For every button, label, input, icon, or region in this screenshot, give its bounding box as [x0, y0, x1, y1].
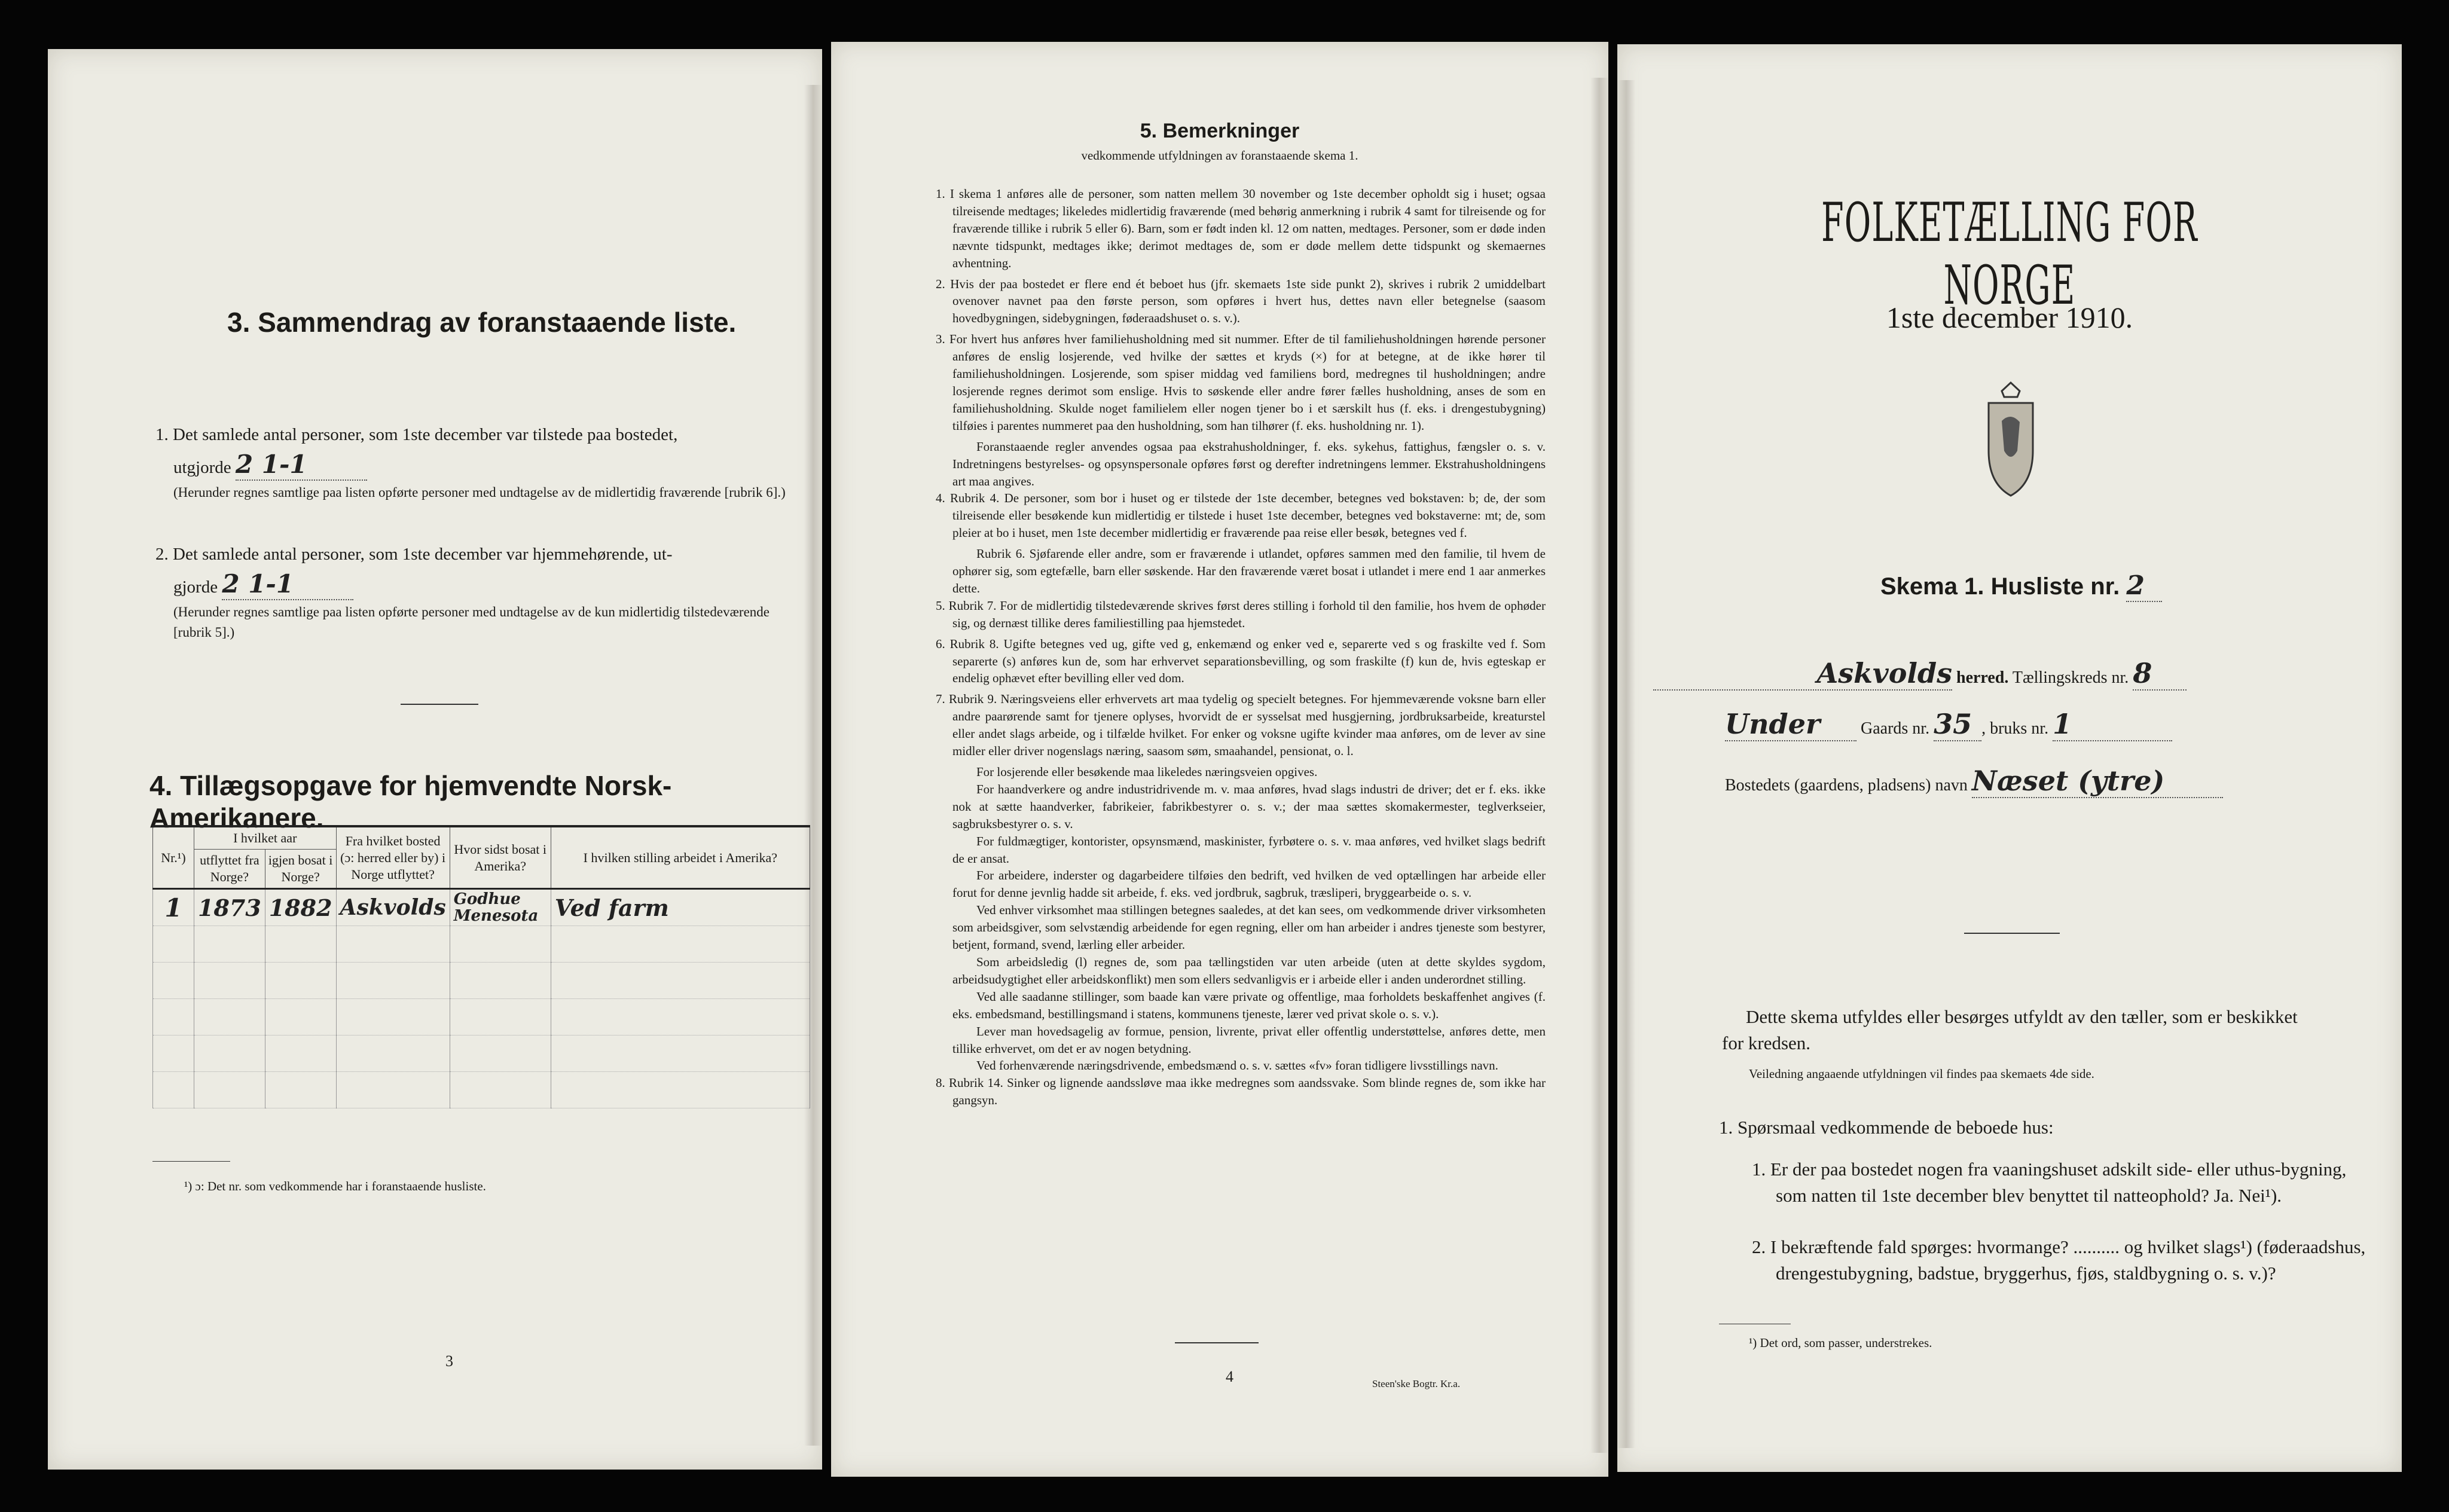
table-row [153, 999, 810, 1036]
table-row [153, 889, 810, 926]
bruks-label: , bruks nr. [1981, 719, 2049, 738]
divider [401, 704, 478, 705]
page-number: 4 [1226, 1368, 1233, 1385]
gaard-value: Under [1725, 708, 1856, 741]
summary-item-2 [155, 539, 807, 643]
intro-text: Dette skema utfyldes eller besørges utfyldt av den tæller, som er beskikket for kredsen. [1722, 1006, 2298, 1053]
fold-shadow [1617, 80, 1635, 1448]
summary-item-1 [155, 420, 807, 503]
table-row [153, 1036, 810, 1072]
herred-line [1653, 657, 2187, 691]
table-row [153, 1072, 810, 1108]
cell-stilling: Ved farm [551, 889, 810, 926]
remarks-subtitle: vedkommende utfyldningen av foranstaaende skema 1. [1081, 148, 1358, 163]
remarks-body [936, 185, 1546, 1113]
bruks-value: 1 [2053, 708, 2172, 741]
remark-paragraph: For haandverkere og andre industridrivende m. v. maa anføres, hvad slags industri de driver; det er f. eks. ikke nok at sætte haandverker, fabrikeier, fabrikbestyrer o. s. v.; der maa sættes skomakermester, teglverkseier, sagbruksbestyrer o. s. v. [952, 781, 1546, 831]
printer-mark: Steen'ske Bogtr. Kr.a. [1372, 1378, 1461, 1389]
remark-paragraph: 7. Rubrik 9. Næringsveiens eller erhvervets art maa tydelig og specielt betegnes. For hjemmeværende voksne barn eller andre paarørende samt for tjenere oplyses, hvorvidt de er sysselsat med husgjerning, jordbruksarbeide, kreaturstel eller andet slags arbeide, og i tilfælde hvilket. For enker og voksne ugifte kvinder maa anføres, om de lever av sine midler eller driver nogenslags næring, saasom søm, smaahandel, pensionat, o. l. [936, 692, 1546, 759]
footnote-rule [152, 1161, 230, 1162]
divider [1964, 933, 2060, 934]
gaards-label: Gaards nr. [1861, 719, 1930, 738]
fold-shadow [804, 85, 822, 1446]
intro-note: Veiledning angaaende utfyldningen vil findes paa skemaets 4de side. [1749, 1067, 2094, 1081]
remark-paragraph: 5. Rubrik 7. For de midlertidig tilstedeværende skrives først deres stilling i forhold til den familie, hos hvem de ophøder sig, og dernæst tillike deres familiestilling paa hjemstedet. [936, 598, 1546, 630]
col-stilling: I hvilken stilling arbeidet i Amerika? [551, 826, 810, 889]
remark-paragraph: 1. I skema 1 anføres alle de personer, som natten mellem 30 november og 1ste december opholdt sig i huset; ogsaa tilreisende medtages; likeledes midlertidig fraværende (med behørig anmerkning i rubrik 4 samt for tilreisende og for fraværende tillike i rubrik 5 eller 6). Barn, som er født inden kl. 12 om natten, medtages. Personer, som er døde inden nævnte tidspunkt, medtages ikke; derimot medtages de, som er døde mellem dette tidspunkt og skemaernes avhentning. [936, 187, 1546, 270]
questions-heading: 1. Spørsmaal vedkommende de beboede hus: [1719, 1117, 2054, 1138]
remark-paragraph: 6. Rubrik 8. Ugifte betegnes ved ug, gifte ved g, enkemænd og enker ved e, separerte ved s og fraskilte ved f. Som separerte (s) anføres kun de, som har erhvervet separationsbevilling, og som fraskilte (f) kun de, hvis egteskap er endelig ophævet efter bevilling eller ved dom. [936, 636, 1546, 686]
remark-paragraph: Foranstaaende regler anvendes ogsaa paa ekstrahusholdninger, f. eks. sykehus, fattighus, fængsler o. s. v. Indretningens bestyrelses- og opsynspersonale opføres først og derefter indretningens lemmer. Ekstrahusholdningens art maa angives. [952, 439, 1546, 488]
skema-label: Skema 1. Husliste nr. [1880, 573, 2120, 600]
item2-note: (Herunder regnes samtlige paa listen opførte personer med undtagelse av de kun midlertidig tilstedeværende [rubrik 5].) [173, 604, 769, 640]
herred-label: herred. [1956, 668, 2009, 687]
question-1: 1. Er der paa bostedet nogen fra vaaningshuset adskilt side- eller uthus-bygning, som natten til 1ste december blev benyttet til natteophold? Ja. Nei¹). [1752, 1159, 2347, 1206]
fold-shadow [1590, 78, 1608, 1453]
gaards-value: 35 [1934, 708, 1981, 741]
divider [1175, 1342, 1259, 1343]
remark-paragraph: Ved forhenværende næringsdrivende, embedsmænd o. s. v. sættes «fv» foran tidligere livsstillings navn. [976, 1058, 1498, 1073]
kreds-label: Tællingskreds nr. [2012, 668, 2129, 687]
remark-paragraph: Rubrik 6. Sjøfarende eller andre, som er fraværende i utlandet, opføres sammen med den familie, til hvem de ophører sig, som egtefælle, barn eller søskende. Har den fraværende været bosat i utlandet i mere end 1 aar anmerkes dette. [952, 546, 1546, 595]
remark-paragraph: 3. For hvert hus anføres hver familiehusholdning med sit nummer. Efter de til familiehusholdningen hørende personer anføres de enslig losjerende, ved hvilke der sættes et kryds (×) for at betegne, at de ikke hører til familiehusholdningen. Losjerende, som spiser middag ved familiens bord, medregnes til husholdningen; andre losjerende regnes derimot som enslige. Hvis to søskende eller andre fører fælles husholdning, anses de som en familiehusholdning. Skulde noget familielem eller nogen tjener bo i et særskilt hus (f. eks. i drengestubygning) tilføies i parentes nummeret paa den husholdning, som han tilhører (f. eks. husholdning nr. 1). [936, 332, 1546, 433]
remark-paragraph: Som arbeidsledig (l) regnes de, som paa tællingstiden var uten arbeide (uten at dette skyldes sygdom, arbeidsudygtighet eller arbeidskonflikt) men som ellers sedvanligvis er i arbeide eller i anden underordnet stilling. [952, 954, 1546, 986]
item2-label: gjorde [173, 578, 218, 597]
page-middle [831, 42, 1608, 1477]
cell-igjen: 1882 [265, 889, 336, 926]
remark-paragraph: For losjerende eller besøkende maa likeledes næringsveien opgives. [976, 765, 1318, 779]
skema-line [1880, 570, 2162, 602]
question-2: 2. I bekræftende fald spørges: hvormange? .......... og hvilket slags¹) (føderaadshus, drengestubygning, badstue, bryggerhus, fjøs, staldbygning o. s. v.)? [1752, 1236, 2366, 1284]
bosted-label: Bostedets (gaardens, pladsens) navn [1725, 776, 1968, 795]
cell-nr: 1 [153, 889, 194, 926]
cell-utflyttet: 1873 [194, 889, 265, 926]
item1-label: utgjorde [173, 458, 231, 477]
section4-title: 4. Tillægsopgave for hjemvendte Norsk-Amerikanere. [149, 770, 672, 833]
remark-paragraph: Lever man hovedsagelig av formue, pension, livrente, privat eller offentlig understøttelse, anføres dette, men tillike erhvervet, om det er av nogen betydning. [952, 1024, 1546, 1056]
footnote: ¹) Det ord, som passer, understrekes. [1749, 1336, 1932, 1350]
cell-fra: Askvolds [336, 889, 450, 926]
item2-value: 2 1-1 [222, 569, 353, 600]
husliste-nr: 2 [2126, 570, 2162, 602]
bosted-line [1725, 765, 2223, 798]
remark-paragraph: For arbeidere, inderster og dagarbeidere tilføies den bedrift, ved hvilken de ved optællingen har arbeide eller forut for denne jevnlig hadde sit arbeide, f. eks. ved jordbruk, sagbruk, træsliperi, bryggearbeide o. s. v. [952, 868, 1546, 900]
remark-paragraph: 4. Rubrik 4. De personer, som bor i huset og er tilstede der 1ste december, betegnes ved bokstaven: b; de, der som tilreisende eller besøkende kun midlertidig er tilstede i huset 1ste december, betegnes ved bokstaverne: mt; de, som pleier at bo i huset, men 1ste december midlertidig er fraværende paa reise eller besøk, betegnes ved f. [936, 491, 1546, 540]
coat-of-arms-icon [1978, 379, 2044, 499]
col-utflyttet: utflyttet fra Norge? [194, 850, 265, 889]
item1-text: 1. Det samlede antal personer, som 1ste december var tilstede paa bostedet, [155, 425, 678, 444]
col-fra: Fra hvilket bosted (ɔ: herred eller by) i Norge utflyttet? [336, 826, 450, 889]
remark-paragraph: 8. Rubrik 14. Sinker og lignende aandssløve maa ikke medregnes som aandssvake. Som blinde regnes de, som ikke har gangsyn. [936, 1076, 1546, 1108]
remark-paragraph: For fuldmægtiger, kontorister, opsynsmænd, maskinister, fyrbøtere o. s. v. maa anføres, ved hvilket slags bedrift de er ansat. [952, 833, 1546, 866]
form-title: FOLKETÆLLING FOR NORGE [1821, 191, 2198, 317]
remark-paragraph: Ved alle saadanne stillinger, som baade kan være private og offentlige, maa forholdets beskaffenhet angives (f. eks. embedsmand, bestillingsmand i statens, kommunens tjeneste, lærer ved privat skole o. s. v.). [952, 989, 1546, 1021]
form-date: 1ste december 1910. [1886, 301, 2133, 334]
norsk-amerikanere-table [152, 825, 810, 1108]
page-number: 3 [445, 1352, 453, 1370]
footnote: ¹) ɔ: Det nr. som vedkommende har i foranstaaende husliste. [184, 1179, 486, 1193]
col-hvor: Hvor sidst bosat i Amerika? [450, 826, 551, 889]
cell-hvor: Godhue Menesota [450, 889, 551, 926]
kreds-value: 8 [2133, 657, 2187, 691]
item1-value: 2 1-1 [236, 450, 367, 481]
table-row [153, 926, 810, 963]
remarks-title: 5. Bemerkninger [1140, 120, 1300, 142]
item1-note: (Herunder regnes samtlige paa listen opførte personer med undtagelse av de midlertidig fraværende [rubrik 6].) [173, 485, 786, 500]
remark-paragraph: Ved enhver virksomhet maa stillingen betegnes saaledes, at det kan sees, om vedkommende driver virksomheten som arbeidsgiver, som selvstændig arbeidende for egen regning, eller om han arbeider i andres tjeneste som bestyrer, betjent, formand, svend, lærling eller arbeider. [952, 903, 1546, 952]
col-igjen: igjen bosat i Norge? [265, 850, 336, 889]
col-nr: Nr.¹) [153, 826, 194, 889]
item2-text: 2. Det samlede antal personer, som 1ste december var hjemmehørende, ut- [155, 545, 673, 564]
table-row [153, 963, 810, 999]
gaard-line [1725, 708, 2172, 741]
herred-value: Askvolds [1653, 657, 1952, 691]
page-right [1617, 44, 2402, 1472]
col-group: I hvilket aar [194, 826, 337, 850]
bosted-value: Næset (ytre) [1972, 765, 2223, 798]
section3-title: 3. Sammendrag av foranstaaende liste. [227, 307, 737, 338]
page-left [48, 49, 822, 1470]
remark-paragraph: 2. Hvis der paa bostedet er flere end ét beboet hus (jfr. skemaets 1ste side punkt 2), skrives i rubrik 2 umiddelbart ovenover navnet paa den første person, som opføres i hvert hus, dettes navn eller betegnelse (saasom hovedbygningen, sidebygningen, føderaadshuset o. s. v.). [936, 276, 1546, 326]
